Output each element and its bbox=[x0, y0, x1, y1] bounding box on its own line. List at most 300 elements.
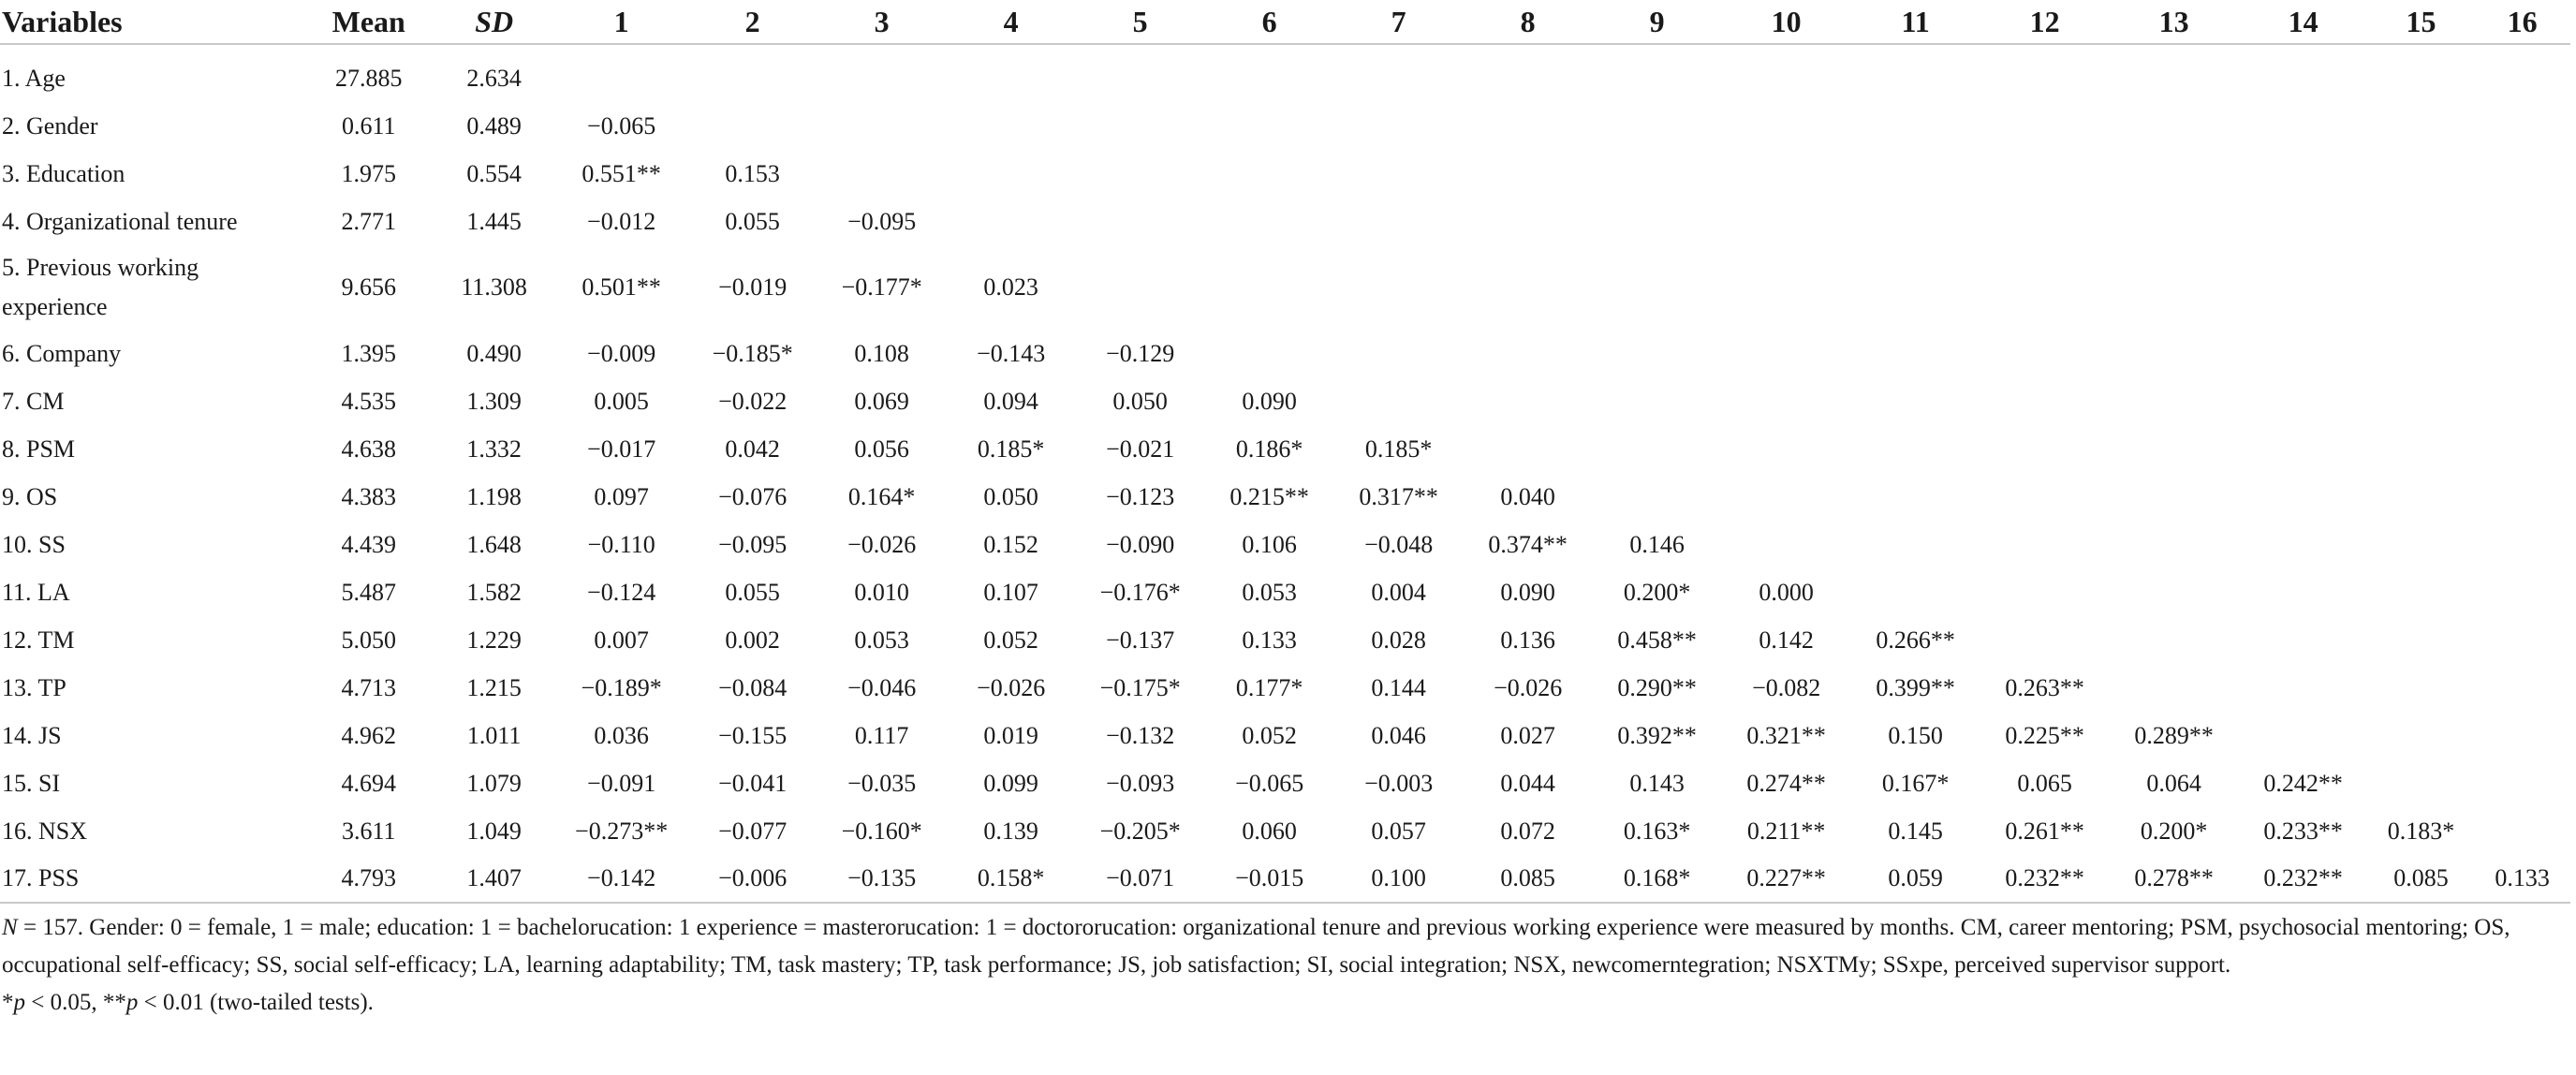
correlation-cell bbox=[2474, 473, 2570, 521]
row-sd: 1.309 bbox=[466, 387, 522, 415]
correlation-cell bbox=[1464, 150, 1593, 198]
correlation-cell: −0.095 bbox=[718, 530, 788, 558]
correlation-cell: −0.132 bbox=[1106, 721, 1175, 749]
correlation-cell: −0.006 bbox=[688, 855, 817, 903]
correlation-cell: 0.266** bbox=[1876, 626, 1955, 654]
correlation-cell bbox=[2368, 102, 2475, 150]
row-label: 7. CM bbox=[2, 387, 65, 415]
row-label: 9. OS bbox=[2, 482, 58, 510]
correlation-cell bbox=[1851, 198, 1980, 245]
correlation-cell bbox=[1076, 150, 1205, 198]
row-label: 15. SI bbox=[2, 769, 61, 797]
row-label: 12. TM bbox=[2, 626, 75, 654]
correlation-cell: 0.186* bbox=[1235, 434, 1303, 463]
header-col-13: 13 bbox=[2110, 0, 2239, 44]
correlation-cell: 0.052 bbox=[983, 626, 1038, 654]
table-row bbox=[0, 521, 2570, 568]
header-col-2: 2 bbox=[688, 0, 817, 44]
row-sd: 1.407 bbox=[434, 855, 555, 903]
correlation-cell bbox=[1334, 377, 1464, 425]
correlation-cell bbox=[2474, 712, 2570, 759]
correlation-cell: 0.225** bbox=[2005, 721, 2084, 749]
correlation-cell: 0.060 bbox=[1242, 817, 1297, 845]
correlation-cell bbox=[1722, 377, 1851, 425]
correlation-cell bbox=[1980, 102, 2110, 150]
correlation-cell: 0.055 bbox=[725, 578, 780, 606]
correlation-cell: −0.077 bbox=[718, 817, 788, 845]
correlation-cell bbox=[2474, 664, 2570, 712]
table-row bbox=[0, 616, 2570, 664]
correlation-cell: −0.012 bbox=[587, 207, 656, 235]
correlation-cell bbox=[2110, 521, 2239, 568]
table-row bbox=[0, 150, 2570, 198]
correlation-cell: −0.022 bbox=[718, 387, 788, 415]
row-mean: 4.793 bbox=[304, 855, 434, 903]
correlation-cell bbox=[1464, 44, 1593, 102]
correlation-cell: −0.175* bbox=[1099, 673, 1181, 701]
row-label: 8. PSM bbox=[2, 434, 76, 463]
correlation-cell: −0.205* bbox=[1099, 817, 1181, 845]
correlation-cell: 0.242** bbox=[2263, 769, 2343, 797]
correlation-cell bbox=[2239, 425, 2368, 473]
table-row bbox=[0, 664, 2570, 712]
correlation-cell: 0.185* bbox=[1364, 434, 1433, 463]
table-row bbox=[0, 855, 2570, 903]
correlation-cell: 0.289** bbox=[2134, 721, 2214, 749]
row-label: 4. Organizational tenure bbox=[2, 207, 238, 235]
table-body bbox=[0, 44, 2570, 903]
correlation-cell bbox=[2110, 330, 2239, 377]
correlation-cell: 0.042 bbox=[725, 434, 780, 463]
correlation-cell bbox=[2110, 425, 2239, 473]
correlation-cell: −0.110 bbox=[587, 530, 655, 558]
row-mean: 1.395 bbox=[341, 339, 396, 367]
header-col-8: 8 bbox=[1464, 0, 1593, 44]
correlation-cell: −0.124 bbox=[587, 578, 656, 606]
correlation-cell: 0.108 bbox=[854, 339, 909, 367]
correlation-cell bbox=[555, 44, 688, 102]
correlation-cell bbox=[2474, 330, 2570, 377]
row-sd: 1.011 bbox=[466, 721, 522, 749]
correlation-cell: −0.189* bbox=[581, 673, 662, 701]
correlation-cell bbox=[1334, 198, 1464, 245]
correlation-cell: 0.290** bbox=[1617, 673, 1697, 701]
correlation-cell: 0.142 bbox=[1759, 626, 1814, 654]
correlation-cell bbox=[2474, 568, 2570, 616]
correlation-cell bbox=[1980, 245, 2110, 330]
correlation-cell: −0.035 bbox=[847, 769, 917, 797]
correlation-cell bbox=[947, 198, 1076, 245]
correlation-cell: 0.028 bbox=[1371, 626, 1426, 654]
correlation-cell: 0.059 bbox=[1851, 855, 1980, 903]
notes-sig-level-2: < 0.01 (two-tailed tests). bbox=[138, 990, 374, 1015]
correlation-cell bbox=[2110, 377, 2239, 425]
correlation-cell: −0.176* bbox=[1099, 578, 1181, 606]
correlation-cell: 0.053 bbox=[854, 626, 909, 654]
correlation-cell: 0.551** bbox=[581, 159, 661, 187]
correlation-cell: 0.200* bbox=[2140, 817, 2208, 845]
row-mean: 4.439 bbox=[341, 530, 396, 558]
table-row bbox=[0, 245, 2570, 330]
correlation-cell bbox=[2239, 150, 2368, 198]
correlation-cell bbox=[1334, 102, 1464, 150]
correlation-cell bbox=[1980, 198, 2110, 245]
correlation-cell: 0.232** bbox=[2239, 855, 2368, 903]
correlation-cell bbox=[1205, 44, 1334, 102]
correlation-cell bbox=[2239, 377, 2368, 425]
correlation-cell bbox=[2239, 664, 2368, 712]
correlation-cell: 0.158* bbox=[947, 855, 1076, 903]
correlation-cell bbox=[1464, 245, 1593, 330]
correlation-cell bbox=[1076, 44, 1205, 102]
correlation-cell bbox=[688, 102, 817, 150]
row-mean: 4.535 bbox=[341, 387, 396, 415]
correlation-cell bbox=[817, 150, 947, 198]
correlation-cell: 0.136 bbox=[1500, 626, 1555, 654]
correlation-cell bbox=[1851, 102, 1980, 150]
correlation-cell bbox=[1464, 425, 1593, 473]
correlation-cell bbox=[2368, 473, 2475, 521]
notes-abbreviations: = 157. Gender: 0 = female, 1 = male; education: 1 = bachelorucation: 1 experience = masterorucation: 1 = doctororucation: organizational tenure and previous working experience were measured by months. CM, career mentoring; PSM, psychosocial mentoring; OS, occupational self-efficacy; SS, social self-efficacy; LA, learning adaptability; TM, task mastery; TP, task performance; JS, job satisfaction; SI, social integration; NSX, newcomerntegration; NSXTMy; SSxpe, perceived supervisor support. bbox=[2, 915, 2510, 978]
correlation-cell: 0.177* bbox=[1235, 673, 1303, 701]
row-label: 1. Age bbox=[2, 64, 66, 92]
correlation-cell: 0.317** bbox=[1359, 482, 1438, 510]
correlation-cell bbox=[2368, 425, 2475, 473]
row-mean: 9.656 bbox=[341, 273, 396, 301]
correlation-cell bbox=[1334, 150, 1464, 198]
correlation-cell bbox=[1722, 473, 1851, 521]
correlation-cell bbox=[1334, 44, 1464, 102]
correlation-cell: 0.044 bbox=[1500, 769, 1555, 797]
correlation-cell bbox=[2110, 198, 2239, 245]
correlation-cell bbox=[2110, 664, 2239, 712]
correlation-cell bbox=[2368, 44, 2475, 102]
correlation-cell bbox=[2110, 150, 2239, 198]
correlation-cell bbox=[2368, 198, 2475, 245]
correlation-cell bbox=[1980, 377, 2110, 425]
correlation-cell bbox=[2474, 759, 2570, 807]
correlation-cell: 0.019 bbox=[983, 721, 1038, 749]
row-label: 2. Gender bbox=[2, 111, 98, 140]
correlation-cell bbox=[2368, 759, 2475, 807]
correlation-cell: 0.007 bbox=[594, 626, 649, 654]
correlation-cell: 0.183* bbox=[2387, 817, 2455, 845]
row-mean: 4.638 bbox=[341, 434, 396, 463]
correlation-cell: −0.082 bbox=[1752, 673, 1821, 701]
correlation-cell bbox=[2239, 44, 2368, 102]
correlation-cell bbox=[2239, 521, 2368, 568]
correlation-cell bbox=[1464, 377, 1593, 425]
correlation-cell: 0.107 bbox=[983, 578, 1038, 606]
row-mean: 27.885 bbox=[334, 64, 403, 92]
correlation-cell bbox=[1851, 521, 1980, 568]
correlation-cell bbox=[1205, 102, 1334, 150]
correlation-cell bbox=[817, 102, 947, 150]
correlation-cell bbox=[1464, 198, 1593, 245]
correlation-cell: −0.135 bbox=[817, 855, 947, 903]
correlation-cell: 0.085 bbox=[1464, 855, 1593, 903]
correlation-cell bbox=[2110, 616, 2239, 664]
correlation-cell bbox=[1722, 44, 1851, 102]
correlation-cell bbox=[2239, 330, 2368, 377]
correlation-cell: 0.399** bbox=[1876, 673, 1955, 701]
correlation-cell bbox=[2474, 377, 2570, 425]
correlation-cell bbox=[947, 102, 1076, 150]
correlation-cell bbox=[1980, 330, 2110, 377]
correlation-cell: 0.023 bbox=[983, 273, 1038, 301]
correlation-cell: −0.065 bbox=[587, 111, 656, 140]
header-col-15: 15 bbox=[2368, 0, 2475, 44]
correlation-cell: 0.278** bbox=[2110, 855, 2239, 903]
correlation-cell: −0.021 bbox=[1106, 434, 1175, 463]
correlation-cell: 0.052 bbox=[1242, 721, 1297, 749]
correlation-cell: −0.026 bbox=[977, 673, 1046, 701]
correlation-cell: 0.274** bbox=[1746, 769, 1826, 797]
notes-line-1 bbox=[2, 909, 2563, 984]
correlation-cell: −0.065 bbox=[1235, 769, 1304, 797]
correlation-cell: −0.095 bbox=[847, 207, 917, 235]
correlation-cell: 0.164* bbox=[847, 482, 916, 510]
correlation-cell bbox=[1980, 150, 2110, 198]
correlation-cell: 0.100 bbox=[1334, 855, 1464, 903]
correlation-cell: −0.015 bbox=[1205, 855, 1334, 903]
correlation-cell: 0.392** bbox=[1617, 721, 1697, 749]
correlation-cell bbox=[1851, 425, 1980, 473]
correlation-cell bbox=[1980, 425, 2110, 473]
row-label: 6. Company bbox=[2, 339, 122, 367]
correlation-cell bbox=[1851, 245, 1980, 330]
table-row bbox=[0, 330, 2570, 377]
header-col-4: 4 bbox=[947, 0, 1076, 44]
correlation-cell bbox=[1205, 245, 1334, 330]
correlation-cell: 0.232** bbox=[1980, 855, 2110, 903]
correlation-cell: −0.155 bbox=[718, 721, 788, 749]
correlation-cell: 0.085 bbox=[2368, 855, 2475, 903]
correlation-cell bbox=[947, 150, 1076, 198]
correlation-cell: 0.185* bbox=[977, 434, 1045, 463]
correlation-cell bbox=[2239, 712, 2368, 759]
header-row bbox=[0, 0, 2570, 44]
correlation-cell: 0.233** bbox=[2263, 817, 2343, 845]
row-label: 11. LA bbox=[2, 578, 70, 606]
correlation-cell bbox=[1464, 102, 1593, 150]
correlation-cell: 0.261** bbox=[2005, 817, 2084, 845]
correlation-cell bbox=[1593, 245, 1722, 330]
row-sd: 2.634 bbox=[466, 64, 522, 92]
correlation-cell: 0.004 bbox=[1371, 578, 1426, 606]
notes-p-symbol-1: p bbox=[13, 990, 25, 1015]
table-row bbox=[0, 473, 2570, 521]
correlation-cell: −0.185* bbox=[712, 339, 793, 367]
correlation-cell: −0.048 bbox=[1364, 530, 1434, 558]
correlation-cell: 0.144 bbox=[1371, 673, 1426, 701]
correlation-cell bbox=[1593, 377, 1722, 425]
header-col-6: 6 bbox=[1205, 0, 1334, 44]
correlation-cell: 0.211** bbox=[1746, 817, 1826, 845]
correlation-cell bbox=[1593, 44, 1722, 102]
correlation-cell bbox=[2368, 616, 2475, 664]
notes-sig-star: * bbox=[2, 990, 14, 1015]
correlation-cell bbox=[1593, 425, 1722, 473]
correlation-cell: 0.036 bbox=[594, 721, 649, 749]
correlation-cell: 0.168* bbox=[1593, 855, 1722, 903]
row-mean: 5.050 bbox=[341, 626, 396, 654]
row-sd: 1.332 bbox=[466, 434, 522, 463]
correlation-cell bbox=[1205, 150, 1334, 198]
row-mean: 2.771 bbox=[341, 207, 396, 235]
correlation-cell: −0.142 bbox=[555, 855, 688, 903]
correlation-cell bbox=[2368, 712, 2475, 759]
correlation-cell: 0.056 bbox=[854, 434, 909, 463]
correlation-cell bbox=[2474, 521, 2570, 568]
correlation-cell: 0.099 bbox=[983, 769, 1038, 797]
correlation-cell bbox=[2368, 330, 2475, 377]
correlation-cell: 0.053 bbox=[1242, 578, 1297, 606]
correlation-cell: 0.145 bbox=[1888, 817, 1943, 845]
header-col-16: 16 bbox=[2474, 0, 2570, 44]
correlation-cell bbox=[1851, 377, 1980, 425]
row-label: 5. Previous working experience bbox=[2, 254, 199, 320]
correlation-cell: 0.152 bbox=[983, 530, 1038, 558]
correlation-cell: −0.026 bbox=[1494, 673, 1563, 701]
correlation-cell: 0.064 bbox=[2146, 769, 2201, 797]
header-col-1: 1 bbox=[555, 0, 688, 44]
correlation-cell: 0.090 bbox=[1242, 387, 1297, 415]
correlation-cell: −0.019 bbox=[718, 273, 788, 301]
correlation-cell bbox=[2474, 616, 2570, 664]
correlation-cell: 0.050 bbox=[1112, 387, 1168, 415]
row-sd: 0.489 bbox=[466, 111, 522, 140]
correlation-cell: 0.097 bbox=[594, 482, 649, 510]
correlation-cell bbox=[1722, 198, 1851, 245]
correlation-cell bbox=[1076, 245, 1205, 330]
correlation-cell: 0.005 bbox=[594, 387, 649, 415]
table-row bbox=[0, 759, 2570, 807]
table-row bbox=[0, 425, 2570, 473]
correlation-cell bbox=[1980, 44, 2110, 102]
correlation-cell: 0.163* bbox=[1623, 817, 1691, 845]
correlation-cell: −0.143 bbox=[977, 339, 1046, 367]
header-col-10: 10 bbox=[1722, 0, 1851, 44]
correlation-cell bbox=[1593, 330, 1722, 377]
row-mean: 4.713 bbox=[341, 673, 396, 701]
correlation-cell bbox=[1722, 245, 1851, 330]
correlation-cell bbox=[1980, 616, 2110, 664]
header-sd: SD bbox=[434, 0, 555, 44]
correlation-cell bbox=[2474, 425, 2570, 473]
correlation-cell bbox=[1593, 150, 1722, 198]
correlation-cell bbox=[1851, 473, 1980, 521]
correlation-cell: −0.003 bbox=[1364, 769, 1434, 797]
correlation-cell: 0.069 bbox=[854, 387, 909, 415]
correlation-cell bbox=[1593, 198, 1722, 245]
correlation-cell: −0.076 bbox=[718, 482, 788, 510]
correlation-cell: 0.046 bbox=[1371, 721, 1426, 749]
correlation-cell: −0.093 bbox=[1106, 769, 1175, 797]
correlation-cell bbox=[2110, 568, 2239, 616]
correlation-cell bbox=[1980, 473, 2110, 521]
header-col-3: 3 bbox=[817, 0, 947, 44]
notes-sig-level-1: < 0.05, ** bbox=[25, 990, 126, 1015]
row-label: 3. Education bbox=[2, 159, 125, 187]
correlation-cell bbox=[1980, 568, 2110, 616]
correlation-cell: 0.090 bbox=[1500, 578, 1555, 606]
correlation-cell: 0.057 bbox=[1371, 817, 1426, 845]
table-notes bbox=[0, 909, 2570, 1022]
correlation-cell bbox=[1205, 198, 1334, 245]
row-mean: 1.975 bbox=[341, 159, 396, 187]
correlation-cell bbox=[2110, 102, 2239, 150]
row-mean: 4.694 bbox=[341, 769, 396, 797]
correlation-cell: −0.084 bbox=[718, 673, 788, 701]
correlation-cell: 0.153 bbox=[725, 159, 780, 187]
header-mean: Mean bbox=[304, 0, 434, 44]
correlation-cell: −0.017 bbox=[587, 434, 656, 463]
correlation-cell bbox=[1722, 102, 1851, 150]
correlation-cell bbox=[2474, 198, 2570, 245]
correlation-cell: 0.146 bbox=[1629, 530, 1685, 558]
correlation-cell: 0.065 bbox=[2017, 769, 2072, 797]
row-label: 16. NSX bbox=[2, 817, 88, 845]
correlation-cell bbox=[2110, 245, 2239, 330]
correlation-cell bbox=[1722, 150, 1851, 198]
correlation-cell: 0.150 bbox=[1888, 721, 1943, 749]
row-mean: 4.962 bbox=[341, 721, 396, 749]
row-mean: 4.383 bbox=[341, 482, 396, 510]
row-sd: 0.490 bbox=[466, 339, 522, 367]
correlation-cell bbox=[1851, 44, 1980, 102]
correlation-cell bbox=[1334, 245, 1464, 330]
correlation-cell bbox=[2239, 102, 2368, 150]
correlation-cell bbox=[817, 44, 947, 102]
correlation-cell bbox=[1205, 330, 1334, 377]
header-col-9: 9 bbox=[1593, 0, 1722, 44]
row-sd: 1.582 bbox=[466, 578, 522, 606]
correlation-cell: −0.123 bbox=[1106, 482, 1175, 510]
correlation-cell bbox=[1851, 150, 1980, 198]
table-row bbox=[0, 568, 2570, 616]
correlation-cell: 0.133 bbox=[2474, 855, 2570, 903]
correlation-cell bbox=[1851, 568, 1980, 616]
correlation-cell bbox=[688, 44, 817, 102]
table-row bbox=[0, 377, 2570, 425]
header-col-12: 12 bbox=[1980, 0, 2110, 44]
correlation-cell bbox=[2239, 473, 2368, 521]
row-sd: 1.648 bbox=[466, 530, 522, 558]
correlation-cell bbox=[947, 44, 1076, 102]
correlation-cell bbox=[2368, 568, 2475, 616]
correlation-cell: 0.117 bbox=[854, 721, 909, 749]
correlation-cell bbox=[2239, 616, 2368, 664]
correlation-cell bbox=[1851, 330, 1980, 377]
correlation-cell: 0.002 bbox=[725, 626, 780, 654]
correlation-cell: −0.041 bbox=[718, 769, 788, 797]
correlation-cell: −0.137 bbox=[1106, 626, 1175, 654]
correlation-cell: 0.094 bbox=[983, 387, 1038, 415]
correlation-cell: 0.200* bbox=[1623, 578, 1691, 606]
table-row bbox=[0, 807, 2570, 855]
row-sd: 0.554 bbox=[466, 159, 522, 187]
correlation-cell bbox=[2239, 245, 2368, 330]
row-sd: 1.079 bbox=[466, 769, 522, 797]
table-row bbox=[0, 102, 2570, 150]
correlation-cell: 0.374** bbox=[1488, 530, 1568, 558]
header-col-11: 11 bbox=[1851, 0, 1980, 44]
row-label: 17. PSS bbox=[0, 855, 304, 903]
correlation-cell: −0.009 bbox=[587, 339, 656, 367]
correlation-cell bbox=[2368, 245, 2475, 330]
correlation-cell: 0.501** bbox=[581, 273, 661, 301]
